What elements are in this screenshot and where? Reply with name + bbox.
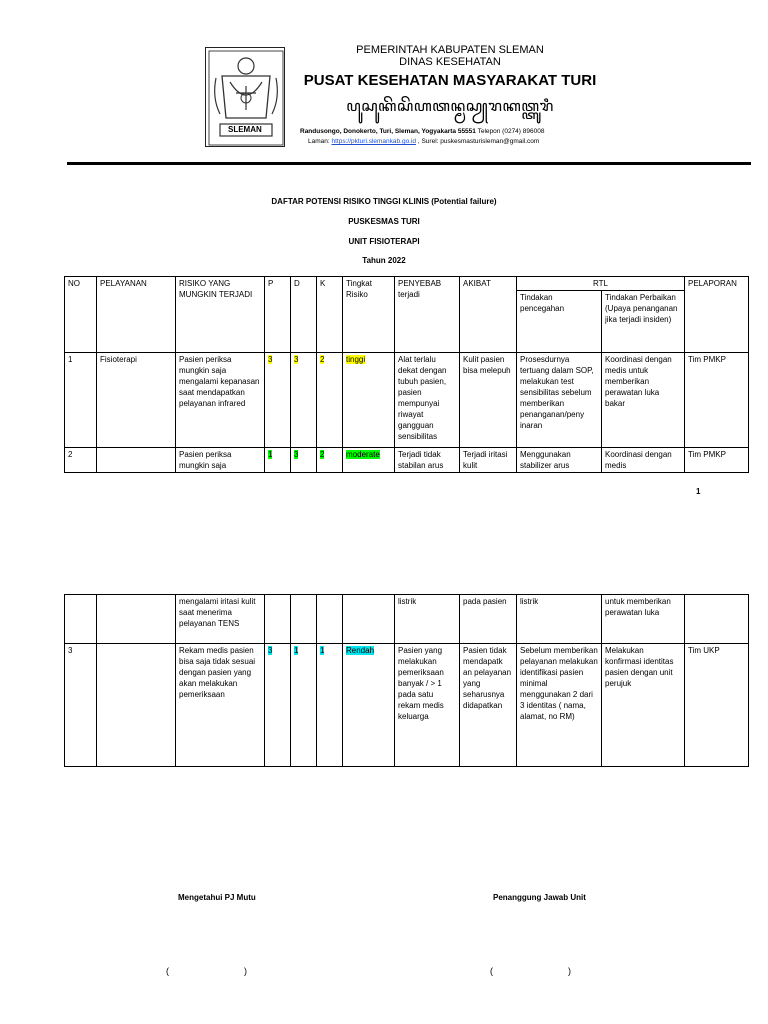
header-d: D [291, 277, 317, 353]
cell-risiko: Pasien periksa mungkin saja [176, 448, 265, 473]
p-value: 3 [268, 646, 273, 655]
header-no: NO [65, 277, 97, 353]
p-value: 3 [268, 355, 273, 364]
header-akibat: AKIBAT [460, 277, 517, 353]
web-label: Laman: [308, 138, 332, 145]
cell-no: 3 [65, 644, 97, 767]
k-value: 2 [320, 355, 325, 364]
contact-line [308, 138, 539, 145]
page-number: 1 [696, 487, 701, 496]
cell-penyebab: Alat terlalu dekat dengan tubuh pasien, pasien mempunyai riwayat gangguan sensibilitas [395, 353, 460, 448]
cell-pelayanan: Fisioterapi [97, 353, 176, 448]
address-text: Randusongo, Donokerto, Turi, Sleman, Yogyakarta 55551 [300, 128, 476, 135]
cell-pelayanan [97, 644, 176, 767]
cell-no: 2 [65, 448, 97, 473]
sleman-logo [205, 47, 285, 147]
cell-risiko: Pasien periksa mungkin saja mengalami kepanasan saat mendapatkan pelayanan infrared [176, 353, 265, 448]
risk-level: moderate [346, 450, 380, 459]
risk-level: tinggi [346, 355, 366, 364]
email-text: , Surel: puskesmasturisleman@gmail.com [416, 138, 540, 145]
cell-penyebab: listrik [395, 595, 460, 644]
risk-level: Rendah [346, 646, 375, 655]
logo-label: SLEMAN [228, 125, 262, 134]
phone-text: Telepon (0274) 896008 [475, 128, 545, 135]
cell-perbaikan: Koordinasi dengan medis untuk memberikan perawatan luka bakar [602, 353, 685, 448]
cell-akibat: Kulit pasien bisa melepuh [460, 353, 517, 448]
header-rtl: RTL [517, 277, 685, 291]
risk-table-continued [64, 594, 749, 767]
javanese-script-name: ꦥꦸꦱꦸꦏꦼꦱꦼꦲꦠꦤ꧀ꦩꦱꦾꦫꦏꦠ꧀ꦠꦸꦫꦶ [346, 97, 554, 115]
cell-d [291, 353, 317, 448]
cell-perbaikan: Koordinasi dengan medis [602, 448, 685, 473]
cell-no: 1 [65, 353, 97, 448]
k-value: 1 [320, 646, 325, 655]
cell-pencegahan: Menggunakan stabilizer arus [517, 448, 602, 473]
d-value: 3 [294, 355, 299, 364]
signature-right-blank: ( ) [490, 966, 572, 976]
document-title: DAFTAR POTENSI RISIKO TINGGI KLINIS (Potential failure) [271, 197, 497, 206]
cell-k [317, 353, 343, 448]
table-header-row [65, 277, 749, 291]
institution-name: PUSAT KESEHATAN MASYARAKAT TURI [303, 72, 597, 89]
cell-akibat: Pasien tidak mendapatk an pelayanan yang seharusnya didapatkan [460, 644, 517, 767]
cell-tingkat [343, 448, 395, 473]
cell-penyebab: Terjadi tidak stabilan arus [395, 448, 460, 473]
header-k: K [317, 277, 343, 353]
header-pelaporan: PELAPORAN [685, 277, 749, 353]
unit-title: UNIT FISIOTERAPI [348, 237, 420, 246]
cell-d [291, 595, 317, 644]
header-penyebab: PENYEBAB terjadi [395, 277, 460, 353]
cell-tingkat [343, 595, 395, 644]
cell-pelayanan [97, 448, 176, 473]
cell-k [317, 448, 343, 473]
signature-left-label: Mengetahui PJ Mutu [178, 893, 256, 902]
cell-pelayanan [97, 595, 176, 644]
header-p: P [265, 277, 291, 353]
header-risiko: RISIKO YANG MUNGKIN TERJADI [176, 277, 265, 353]
cell-no [65, 595, 97, 644]
puskesmas-title: PUSKESMAS TURI [348, 217, 420, 226]
p-value: 1 [268, 450, 273, 459]
cell-d [291, 644, 317, 767]
signature-right-label: Penanggung Jawab Unit [493, 893, 586, 902]
cell-akibat: Terjadi iritasi kulit [460, 448, 517, 473]
k-value: 2 [320, 450, 325, 459]
cell-perbaikan: Melakukan konfirmasi identitas pasien dengan unit perujuk [602, 644, 685, 767]
cell-pelaporan [685, 595, 749, 644]
cell-d [291, 448, 317, 473]
website-link[interactable]: https://pkturi.slemankab.go.id [331, 138, 417, 145]
table-row [65, 644, 749, 767]
table-row [65, 353, 749, 448]
header-perbaikan: Tindakan Perbaikan (Upaya penanganan jika terjadi insiden) [602, 291, 685, 353]
cell-pelaporan: Tim UKP [685, 644, 749, 767]
department-name: DINAS KESEHATAN [399, 56, 501, 68]
cell-p [265, 595, 291, 644]
cell-pencegahan: Sebelum memberikan pelayanan melakukan identifikasi pasien minimal menggunakan 2 dari 3 identitas ( nama, alamat, no RM) [517, 644, 602, 767]
table-row [65, 595, 749, 644]
government-name: PEMERINTAH KABUPATEN SLEMAN [356, 44, 544, 56]
d-value: 3 [294, 450, 299, 459]
cell-k [317, 595, 343, 644]
cell-k [317, 644, 343, 767]
cell-risiko: Rekam medis pasien bisa saja tidak sesuai dengan pasien yang akan melakukan pemeriksaan [176, 644, 265, 767]
address-line [300, 128, 544, 135]
risk-table [64, 276, 749, 473]
cell-perbaikan: untuk memberikan perawatan luka [602, 595, 685, 644]
cell-pelaporan: Tim PMKP [685, 353, 749, 448]
cell-risiko: mengalami iritasi kulit saat menerima pelayanan TENS [176, 595, 265, 644]
header-divider [67, 162, 751, 165]
cell-p [265, 353, 291, 448]
cell-pelaporan: Tim PMKP [685, 448, 749, 473]
cell-p [265, 448, 291, 473]
header-tingkat: Tingkat Risiko [343, 277, 395, 353]
header-pelayanan: PELAYANAN [97, 277, 176, 353]
cell-penyebab: Pasien yang melakukan pemeriksaan banyak / > 1 pada satu rekam medis keluarga [395, 644, 460, 767]
cell-pencegahan: listrik [517, 595, 602, 644]
cell-tingkat [343, 353, 395, 448]
cell-akibat: pada pasien [460, 595, 517, 644]
signature-left-blank: ( ) [166, 966, 248, 976]
cell-p [265, 644, 291, 767]
d-value: 1 [294, 646, 299, 655]
cell-pencegahan: Prosesdurnya tertuang dalam SOP, melakukan test sensibilitas sebelum memberikan penanganan/peny inaran [517, 353, 602, 448]
year-title: Tahun 2022 [362, 256, 406, 265]
header-pencegahan: Tindakan pencegahan [517, 291, 602, 353]
cell-tingkat [343, 644, 395, 767]
table-row [65, 448, 749, 473]
